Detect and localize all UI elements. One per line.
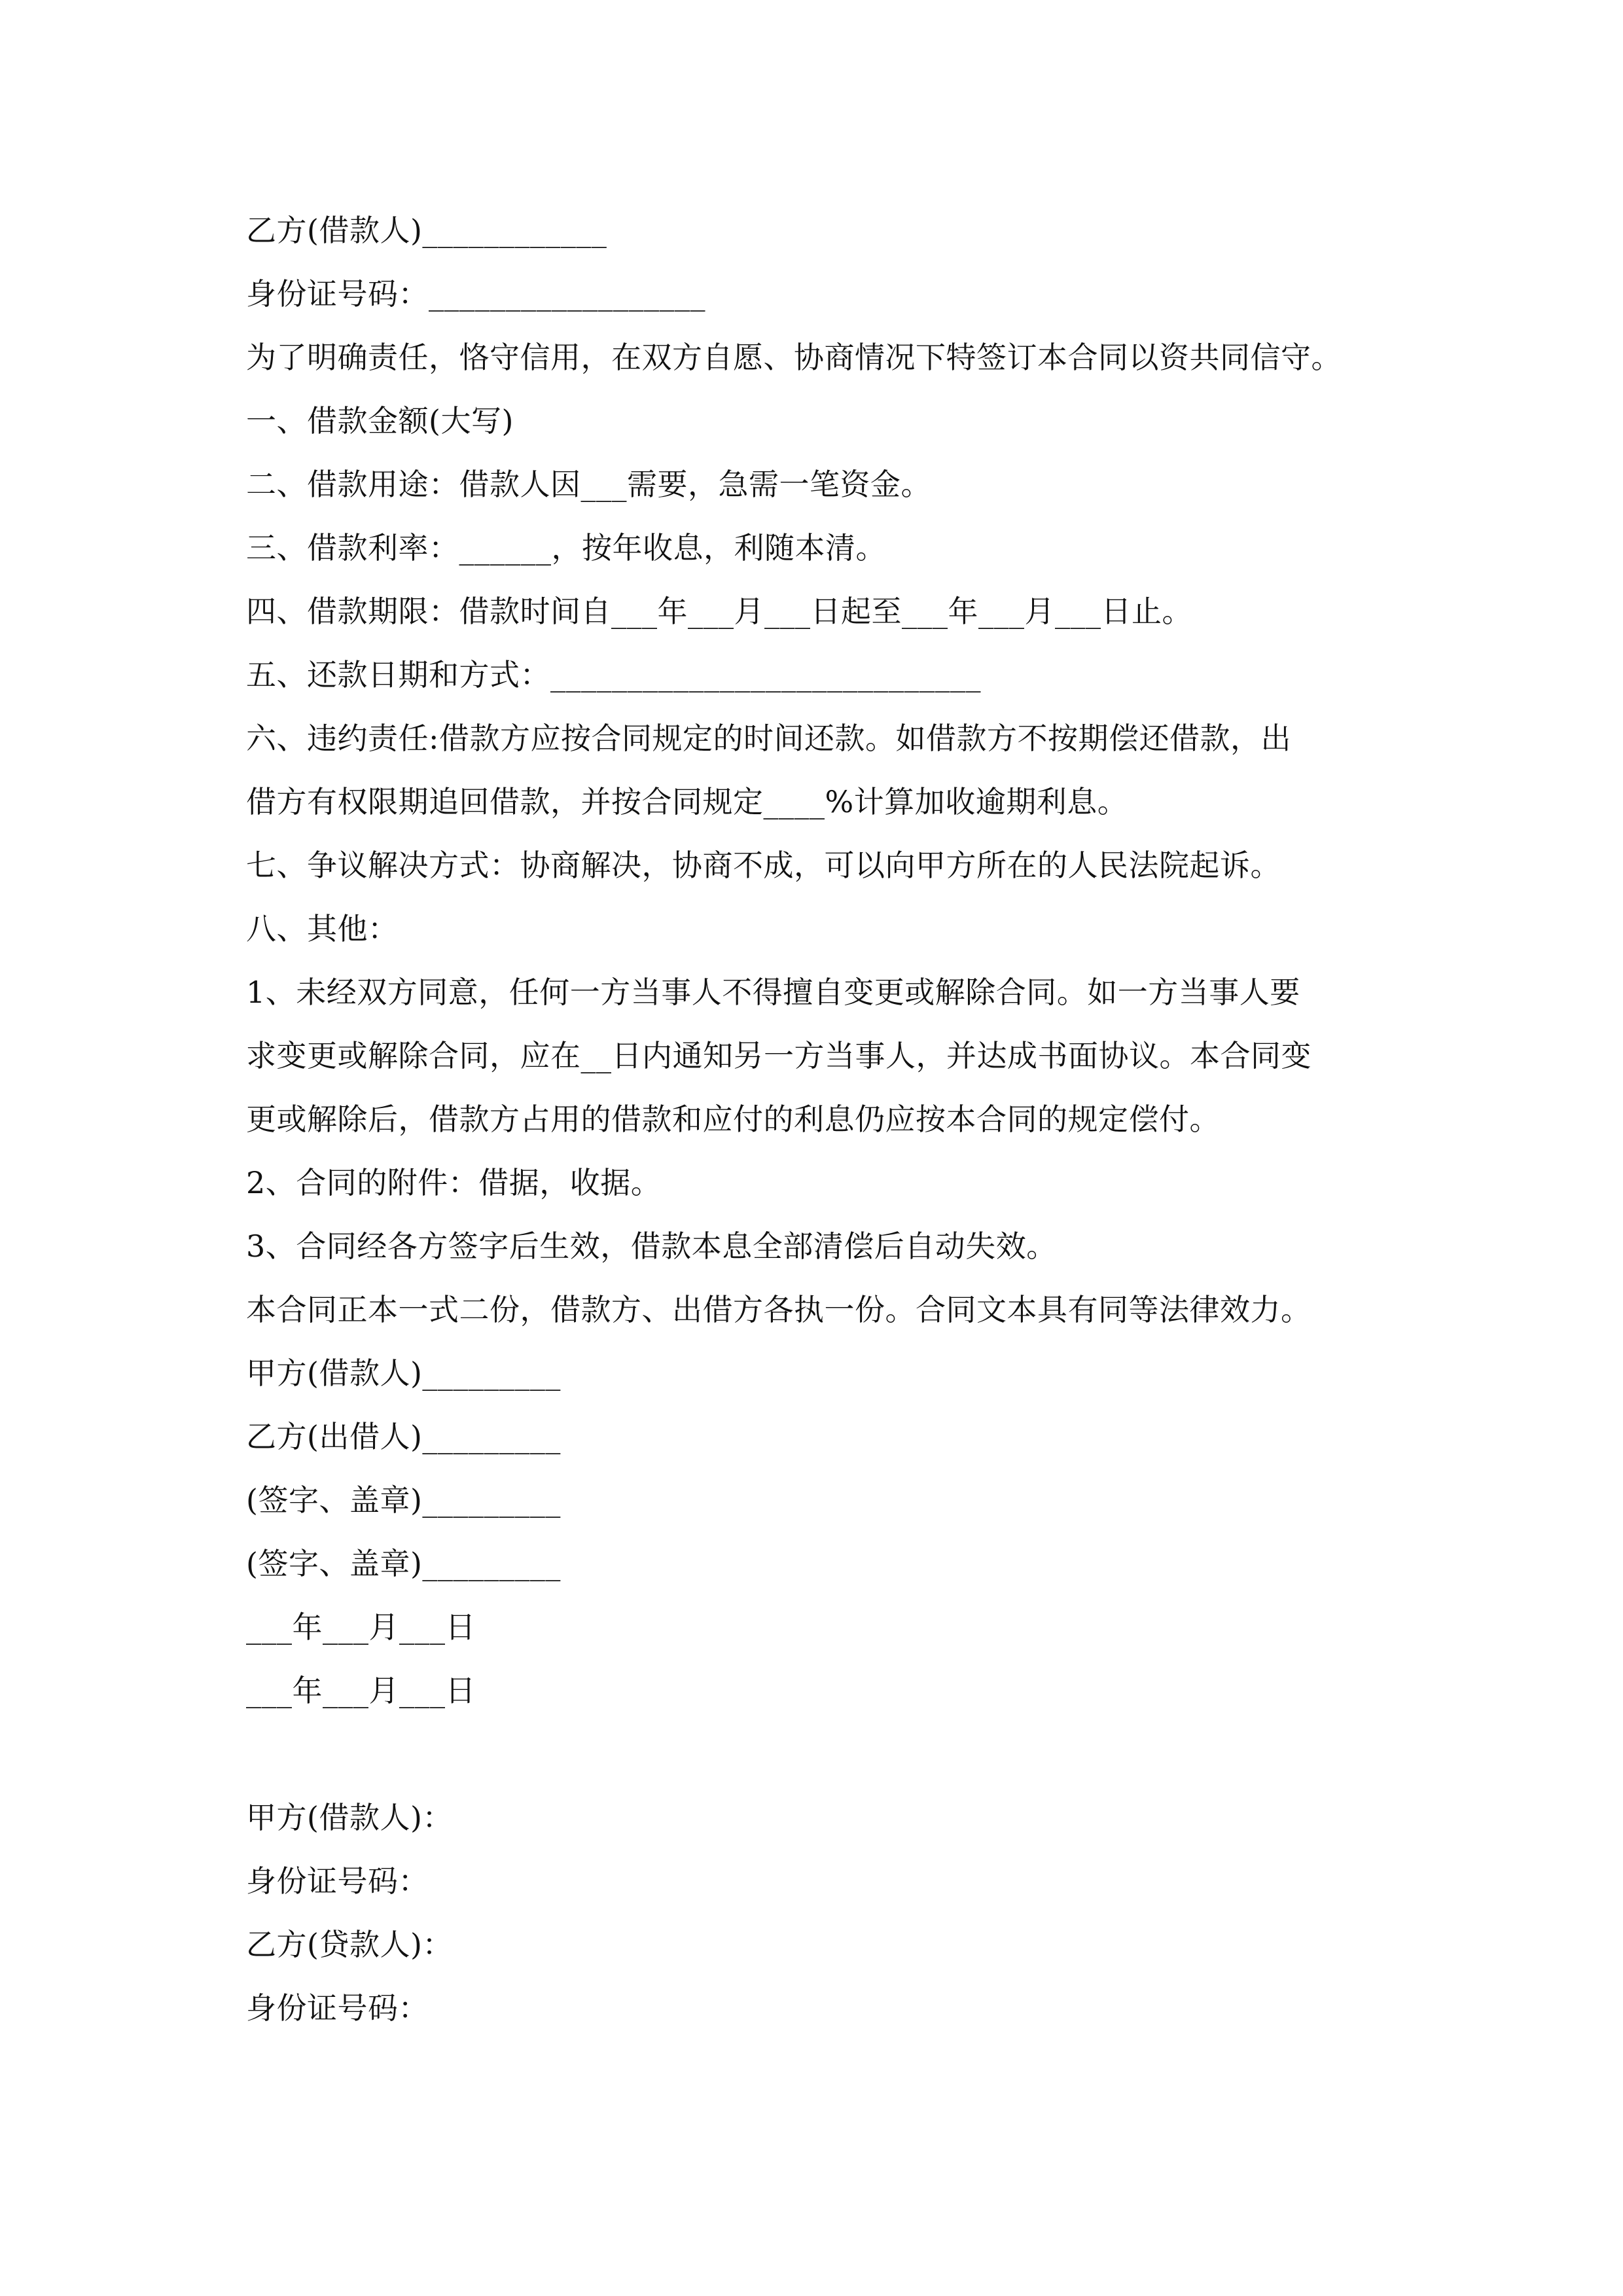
party-a-id-label: 身份证号码： (246, 1863, 429, 1899)
other-item-1-line-1: 1、未经双方同意，任何一方当事人不得擅自变更或解除合同。如一方当事人要 (246, 975, 1300, 1010)
copies-statement: 本合同正本一式二份，借款方、出借方各执一份。合同文本具有同等法律效力。 (246, 1292, 1311, 1327)
other-item-1-line-2: 求变更或解除合同，应在__日内通知另一方当事人，并达成书面协议。本合同变 (246, 1038, 1311, 1073)
clause-3-rate: 三、借款利率：______，按年收息，利随本清。 (246, 530, 886, 565)
clause-4-term: 四、借款期限：借款时间自___年___月___日起至___年___月___日止。 (246, 594, 1192, 629)
other-item-2: 2、合同的附件：借据，收据。 (246, 1165, 662, 1200)
party-b-lender-label: 乙方(贷款人)： (246, 1927, 453, 1962)
id-number-line: 身份证号码：__________________ (246, 276, 705, 312)
clause-6-liability-2: 借方有权限期追回借款，并按合同规定____%计算加收逾期利息。 (246, 784, 1128, 819)
clause-1-amount: 一、借款金额(大写) (246, 403, 514, 439)
other-item-1-line-3: 更或解除后，借款方占用的借款和应付的利息仍应按本合同的规定偿付。 (246, 1102, 1220, 1137)
date-line-2: ___年___月___日 (246, 1673, 476, 1708)
signature-seal-2: (签字、盖章)_________ (246, 1546, 561, 1581)
clause-2-purpose: 二、借款用途：借款人因___需要，急需一笔资金。 (246, 467, 931, 502)
signature-party-a: 甲方(借款人)_________ (246, 1355, 561, 1391)
clause-7-dispute: 七、争议解决方式：协商解决，协商不成，可以向甲方所在的人民法院起诉。 (246, 848, 1281, 883)
preamble-line: 为了明确责任，恪守信用，在双方自愿、协商情况下特签订本合同以资共同信守。 (246, 340, 1342, 375)
clause-8-other-heading: 八、其他： (246, 911, 399, 946)
party-b-borrower-line: 乙方(借款人)____________ (246, 213, 607, 248)
party-b-id-label: 身份证号码： (246, 1990, 429, 2026)
signature-seal-1: (签字、盖章)_________ (246, 1482, 561, 1518)
party-a-borrower-label: 甲方(借款人)： (246, 1800, 453, 1835)
other-item-3: 3、合同经各方签字后生效，借款本息全部清偿后自动失效。 (246, 1229, 1057, 1264)
signature-party-b: 乙方(出借人)_________ (246, 1419, 561, 1454)
clause-6-liability-1: 六、违约责任:借款方应按合同规定的时间还款。如借款方不按期偿还借款，出 (246, 721, 1291, 756)
date-line-1: ___年___月___日 (246, 1609, 476, 1645)
clause-5-repayment: 五、还款日期和方式：____________________________ (246, 657, 981, 692)
